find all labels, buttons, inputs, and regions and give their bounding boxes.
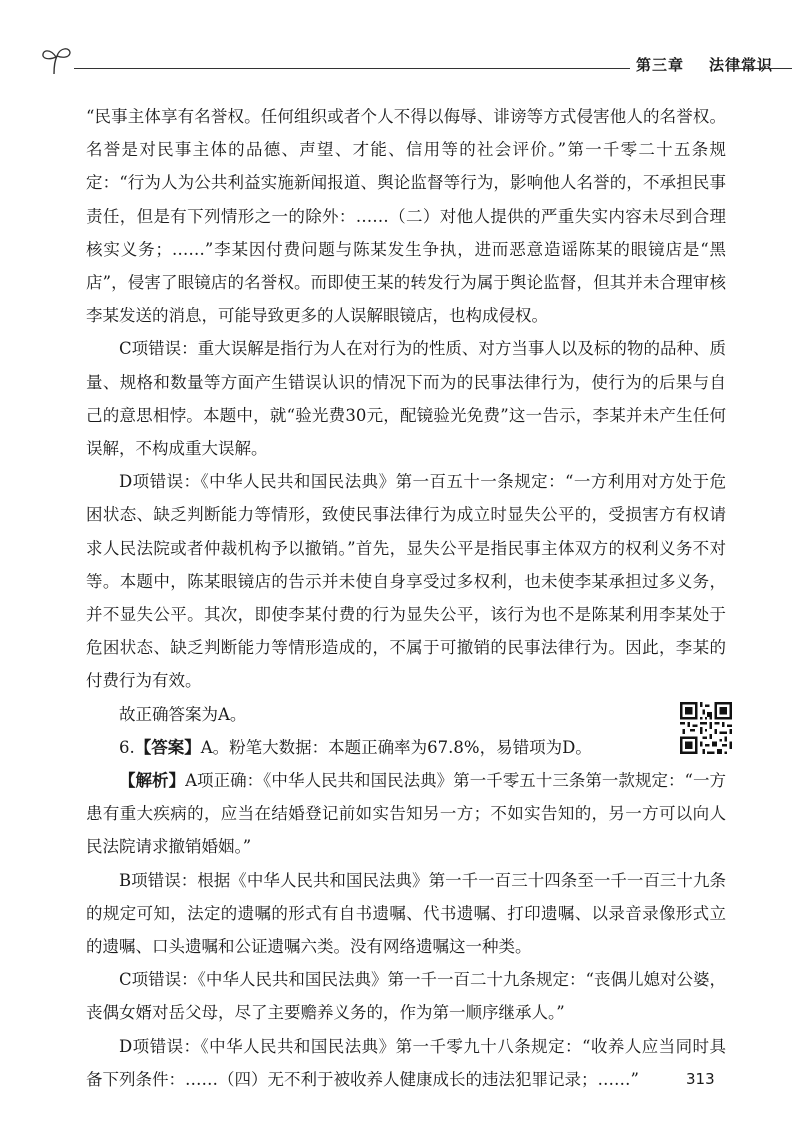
- paragraph-6c: C项错误：《中华人民共和国民法典》第一千一百二十九条规定：“丧偶儿媳对公婆，丧偶女婿对岳父母，尽了主要赡养义务的，作为第一顺序继承人。”: [86, 970, 726, 1023]
- paragraph-c: C项错误：重大误解是指行为人在对行为的性质、对方当事人以及标的物的品种、质量、规格和数量等方面产生错误认识的情况下而为的民事法律行为，使行为的后果与自己的意思相悖。本题中，就“验光费30元，配镜验光免费”这一告示，李某并未产生任何误解，不构成重大误解。: [86, 339, 726, 459]
- answer-text: A。粉笔大数据：本题正确率为67.8%，易错项为D。: [200, 737, 592, 757]
- analysis-text: A项正确：《中华人民共和国民法典》第一千零五十三条第一款规定：“一方患有重大疾病的，应当在结婚登记前如实告知另一方；不如实告知的，另一方可以向人民法院请求撤销婚姻。”: [86, 771, 727, 857]
- body-text: [86, 100, 726, 1096]
- question-6-answer: [86, 731, 726, 764]
- question-6-analysis: [86, 764, 726, 864]
- qr-code-icon[interactable]: [680, 702, 732, 754]
- sprout-icon: [40, 44, 74, 76]
- header-rule-left: [74, 68, 630, 69]
- chapter-number: 第三章: [636, 56, 685, 74]
- analysis-tag: 【解析】: [119, 771, 186, 791]
- page-number: 313: [686, 1070, 715, 1088]
- page-header: [40, 44, 792, 80]
- answer-tag: 【答案】: [134, 737, 201, 757]
- question-number: 6.: [119, 737, 135, 757]
- paragraph-conclusion: 故正确答案为A。: [119, 704, 247, 724]
- paragraph-b-continued: “民事主体享有名誉权。任何组织或者个人不得以侮辱、诽谤等方式侵害他人的名誉权。名誉是对民事主体的品德、声望、才能、信用等的社会评价。”第一千零二十五条规定：“行为人为公共利益实施新闻报道、舆论监督等行为，影响他人名誉的，不承担民事责任，但是有下列情形之一的除外：……（二）对他人提供的严重失实内容未尽到合理核实义务；……”李某因付费问题与陈某发生争执，进而恶意造谣陈某的眼镜店是“黑店”，侵害了眼镜店的名誉权。而即使王某的转发行为属于舆论监督，但其并未合理审核李某发送的消息，可能导致更多的人误解眼镜店，也构成侵权。: [86, 107, 726, 326]
- header-rule-right: [732, 68, 792, 69]
- paragraph-6d: D项错误：《中华人民共和国民法典》第一千零九十八条规定：“收养人应当同时具备下列条件：……（四）无不利于被收养人健康成长的违法犯罪记录；……”: [86, 1036, 726, 1089]
- paragraph-6b: B项错误：根据《中华人民共和国民法典》第一千一百三十四条至一千一百三十九条的规定可知，法定的遗嘱的形式有自书遗嘱、代书遗嘱、打印遗嘱、以录音录像形式立的遗嘱、口头遗嘱和公证遗嘱六类。没有网络遗嘱这一种类。: [86, 870, 726, 957]
- chapter-title: [636, 54, 773, 75]
- chapter-name: 法律常识: [708, 56, 773, 74]
- paragraph-d: D项错误：《中华人民共和国民法典》第一百五十一条规定：“一方利用对方处于危困状态、缺乏判断能力等情形，致使民事法律行为成立时显失公平的，受损害方有权请求人民法院或者仲裁机构予以撤销。”首先，显失公平是指民事主体双方的权利义务不对等。本题中，陈某眼镜店的告示并未使自身享受过多权利，也未使李某承担过多义务，并不显失公平。其次，即使李某付费的行为显失公平，该行为也不是陈某利用李某处于危困状态、缺乏判断能力等情形造成的，不属于可撤销的民事法律行为。因此，李某的付费行为有效。: [86, 472, 726, 691]
